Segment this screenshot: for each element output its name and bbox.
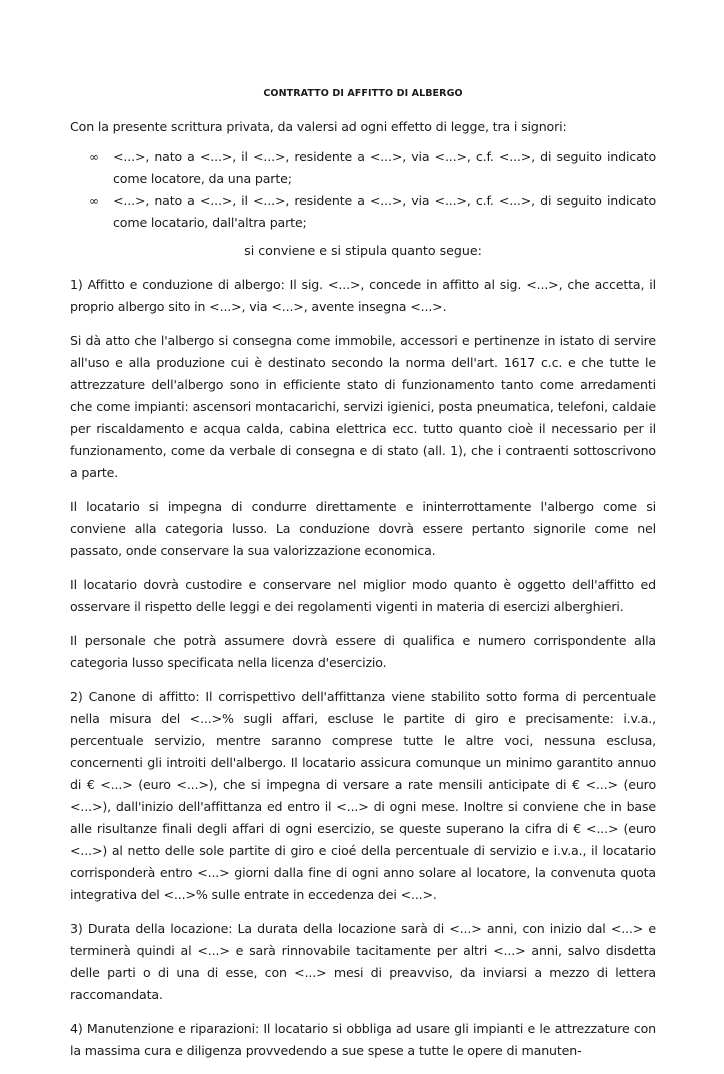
paragraph-custodia: Il locatario dovrà custodire e conservare nel miglior modo quanto è oggetto dell'affitto ed osservare il rispetto delle leggi e dei regolamenti vigenti in materia di esercizi alberghieri. bbox=[70, 577, 656, 614]
clause-durata: 3) Durata della locazione: La durata della locazione sarà di <...> anni, con inizio dal <...> e terminerà quindi al <...> e sarà rinnovabile tacitamente per altri <...> anni, salvo disdetta delle parti o di una di esse, con <...> mesi di preavviso, da inviarsi a mezzo di lettera raccomandata. bbox=[70, 921, 656, 1002]
paragraph-consegna: Si dà atto che l'albergo si consegna come immobile, accessori e pertinenze in istato di servire all'uso e alla produzione cui è destinato secondo la norma dell'art. 1617 c.c. e che tutte le attrezzature dell'albergo sono in efficiente stato di funzionamento tanto come arredamenti che come impianti: ascensori montacarichi, servizi igienici, posta pneumatica, telefoni, caldaie per riscaldamento e acqua calda, cabina elettrica ecc. tutto quanto cioè il necessario per il funzionamento, come da verbale di consegna e di stato (all. 1), che i contraenti sottoscrivono a parte. bbox=[70, 333, 656, 480]
paragraph-conduzione: Il locatario si impegna di condurre direttamente e ininterrottamente l'albergo come si conviene alla categoria lusso. La conduzione dovrà essere pertanto signorile come nel passato, onde conservare la sua valorizzazione economica. bbox=[70, 499, 656, 558]
clause-canone: 2) Canone di affitto: Il corrispettivo dell'affittanza viene stabilito sotto forma di percentuale nella misura del <...>% sugli affari, escluse le partite di giro e precisamente: i.v.a., percentuale servizio, mentre saranno comprese tutte le altre voci, nessuna esclusa, concernenti gli introiti dell'albergo. Il locatario assicura comunque un minimo garantito annuo di € <...> (euro <...>), che si impegna di versare a rate mensili anticipate di € <...> (euro <...>), dall'inizio dell'affittanza ed entro il <...> di ogni mese. Inoltre si conviene che in base alle risultanze finali degli affari di ogni esercizio, se queste superano la cifra di € <...> (euro <...>) al netto delle sole partite di giro e cioé della percentuale di servizio e i.v.a., il locatario corrisponderà entro <...> giorni dalla fine di ogni anno solare al locatore, la convenuta quota integrativa del <...>% sulle entrate in eccedenza dei <...>. bbox=[70, 689, 656, 902]
clause-manutenzione: 4) Manutenzione e riparazioni: Il locatario si obbliga ad usare gli impianti e le attrezzature con la massima cura e diligenza provvedendo a sue spese a tutte le opere di manuten- bbox=[70, 1021, 656, 1058]
party-text: <...>, nato a <...>, il <...>, residente a <...>, via <...>, c.f. <...>, di seguito indicato come locatario, dall'altra parte; bbox=[113, 193, 656, 230]
infinity-bullet-icon: ∞ bbox=[89, 150, 99, 164]
infinity-bullet-icon: ∞ bbox=[89, 194, 99, 208]
parties-list bbox=[70, 146, 656, 234]
clause-affitto: 1) Affitto e conduzione di albergo: Il sig. <...>, concede in affitto al sig. <...>, che accetta, il proprio albergo sito in <...>, via <...>, avente insegna <...>. bbox=[70, 277, 656, 314]
intro-paragraph: Con la presente scrittura privata, da valersi ad ogni effetto di legge, tra i signori: bbox=[70, 119, 567, 134]
agreement-line: si conviene e si stipula quanto segue: bbox=[244, 243, 482, 258]
party-item-locatario bbox=[70, 190, 656, 234]
document-page bbox=[70, 88, 656, 1074]
paragraph-personale: Il personale che potrà assumere dovrà essere di qualifica e numero corrispondente alla categoria lusso specificata nella licenza d'esercizio. bbox=[70, 633, 656, 670]
party-item-locatore bbox=[70, 146, 656, 190]
party-text: <...>, nato a <...>, il <...>, residente a <...>, via <...>, c.f. <...>, di seguito indicato come locatore, da una parte; bbox=[113, 149, 656, 186]
document-title: CONTRATTO DI AFFITTO DI ALBERGO bbox=[263, 88, 463, 99]
